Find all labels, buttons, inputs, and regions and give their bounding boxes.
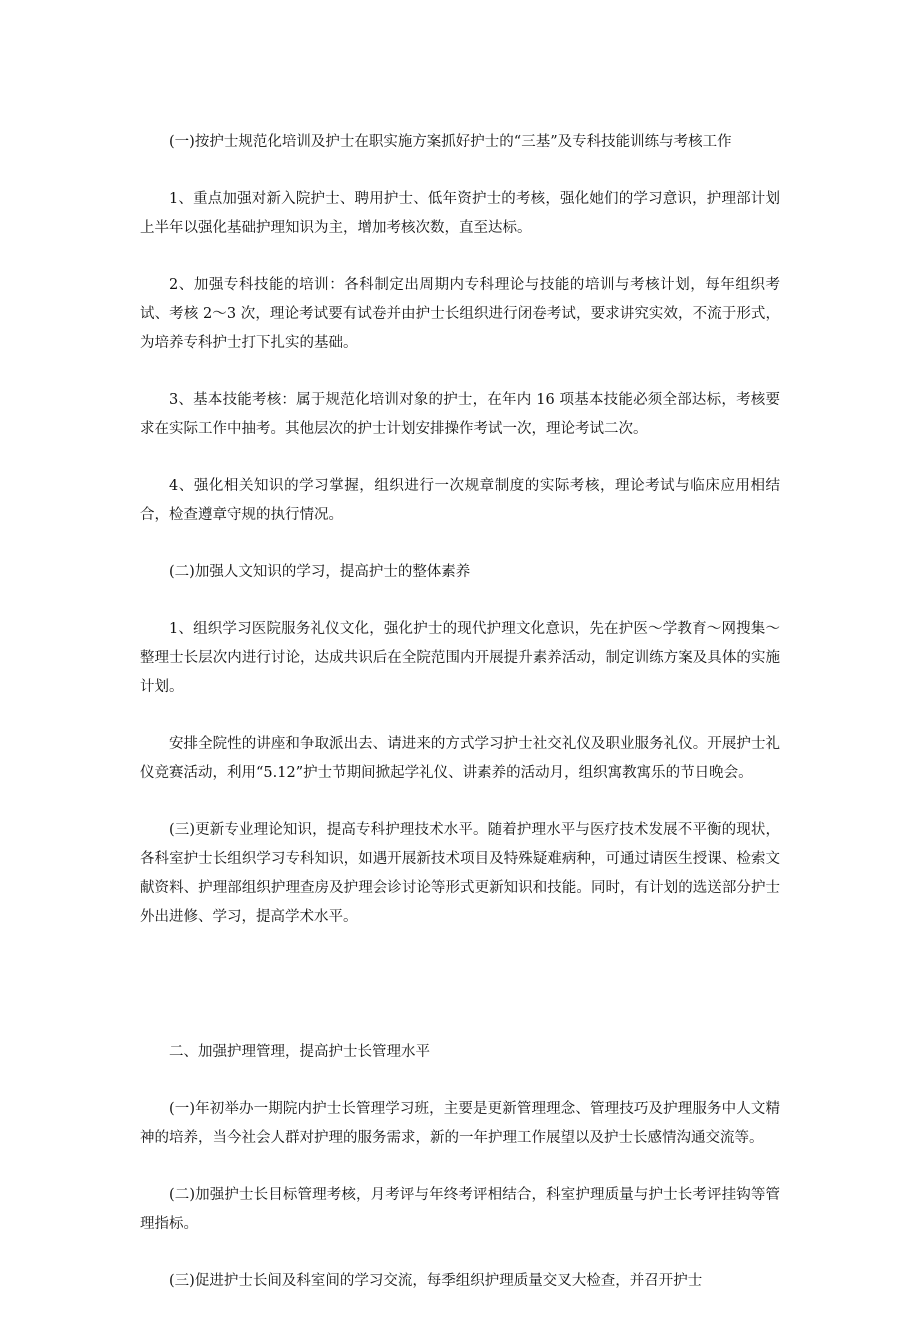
paragraph: 2、加强专科技能的培训：各科制定出周期内专科理论与技能的培训与考核计划，每年组织考试、考核 2～3 次，理论考试要有试卷并由护士长组织进行闭卷考试，要求讲究实效，不流于形式，为培养专科护士打下扎实的基础。 (140, 277, 780, 351)
paragraph: 1、组织学习医院服务礼仪文化，强化护士的现代护理文化意识，先在护医～学教育～网搜集～整理士长层次内进行讨论，达成共识后在全院范围内开展提升素养活动，制定训练方案及具体的实施计划。 (140, 621, 780, 695)
paragraph: 安排全院性的讲座和争取派出去、请进来的方式学习护士社交礼仪及职业服务礼仪。开展护士礼仪竞赛活动，利用“5.12”护士节期间掀起学礼仪、讲素养的活动月，组织寓教寓乐的节日晚会。 (140, 736, 780, 781)
paragraph: (三)促进护士长间及科室间的学习交流，每季组织护理质量交叉大检查，并召开护士 (169, 1273, 703, 1289)
paragraph: (一)年初举办一期院内护士长管理学习班，主要是更新管理理念、管理技巧及护理服务中人文精神的培养，当今社会人群对护理的服务需求，新的一年护理工作展望以及护士长感情沟通交流等。 (140, 1101, 780, 1146)
paragraph: 1、重点加强对新入院护士、聘用护士、低年资护士的考核，强化她们的学习意识，护理部计划上半年以强化基础护理知识为主，增加考核次数，直至达标。 (140, 191, 780, 236)
paragraph: (二)加强人文知识的学习，提高护士的整体素养 (169, 564, 471, 580)
paragraph: (一)按护士规范化培训及护士在职实施方案抓好护士的“三基”及专科技能训练与考核工作 (169, 134, 732, 150)
paragraph: 4、强化相关知识的学习掌握，组织进行一次规章制度的实际考核，理论考试与临床应用相结合，检查遵章守规的执行情况。 (140, 478, 780, 523)
section-gap (140, 960, 780, 1038)
paragraph: (二)加强护士长目标管理考核，月考评与年终考评相结合，科室护理质量与护士长考评挂钩等管理指标。 (140, 1187, 780, 1232)
section-heading: 二、加强护理管理，提高护士长管理水平 (169, 1044, 430, 1060)
paragraph: 3、基本技能考核：属于规范化培训对象的护士，在年内 16 项基本技能必须全部达标，考核要求在实际工作中抽考。其他层次的护士计划安排操作考试一次，理论考试二次。 (140, 392, 780, 437)
paragraph: (三)更新专业理论知识，提高专科护理技术水平。随着护理水平与医疗技术发展不平衡的现状，各科室护士长组织学习专科知识，如遇开展新技术项目及特殊疑难病种，可通过请医生授课、检索文献资料、护理部组织护理查房及护理会诊讨论等形式更新知识和技能。同时，有计划的选送部分护士外出进修、学习，提高学术水平。 (140, 822, 780, 925)
document-page (140, 128, 780, 1324)
